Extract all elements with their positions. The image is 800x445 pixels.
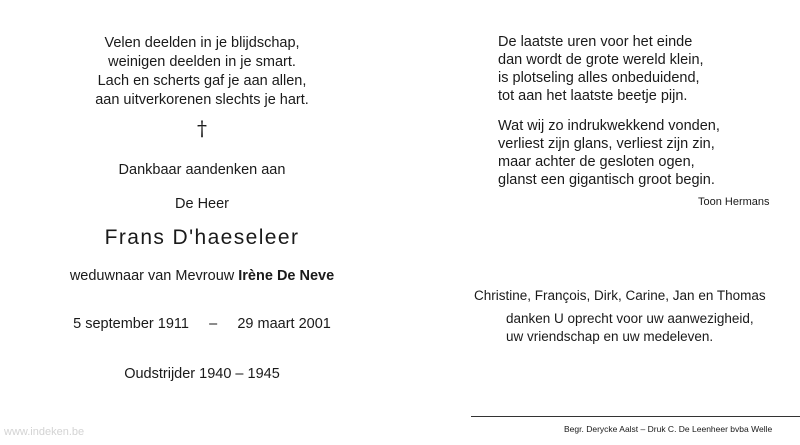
deceased-name: Frans D'haeseleer bbox=[104, 226, 300, 249]
honorific-title: De Heer bbox=[175, 196, 229, 212]
life-dates bbox=[0, 316, 404, 332]
widower-line bbox=[0, 268, 404, 284]
left-poem bbox=[0, 34, 404, 110]
poem-line: De laatste uren voor het einde bbox=[498, 34, 693, 50]
right-poem bbox=[498, 33, 720, 189]
watermark: www.indeken.be bbox=[4, 426, 85, 438]
birth-date: 5 september 1911 bbox=[73, 316, 189, 332]
family-names: Christine, François, Dirk, Carine, Jan en Thomas bbox=[474, 288, 766, 303]
veteran-text: Oudstrijder 1940 – 1945 bbox=[124, 366, 280, 382]
poem-line: Lach en scherts gaf je aan allen, bbox=[97, 73, 307, 89]
thanks-line: uw vriendschap en uw medeleven. bbox=[506, 329, 714, 344]
date-dash: – bbox=[209, 316, 218, 332]
poem-line: weinigen deelden in je smart. bbox=[108, 54, 296, 70]
poem-line: maar achter de gesloten ogen, bbox=[498, 154, 695, 170]
cross-icon: † bbox=[197, 116, 207, 140]
thanks-line: danken U oprecht voor uw aanwezigheid, bbox=[506, 311, 754, 326]
poem-line: aan uitverkorenen slechts je hart. bbox=[95, 92, 309, 108]
poem-author: Toon Hermans bbox=[698, 196, 770, 208]
remembrance-text: Dankbaar aandenken aan bbox=[118, 162, 286, 178]
death-date: 29 maart 2001 bbox=[237, 316, 331, 332]
thanks-text bbox=[506, 310, 754, 346]
poem-line: verliest zijn glans, verliest zijn zin, bbox=[498, 136, 715, 152]
poem-line: tot aan het laatste beetje pijn. bbox=[498, 88, 688, 104]
poem-line: Velen deelden in je blijdschap, bbox=[104, 35, 300, 51]
poem-line: Wat wij zo indrukwekkend vonden, bbox=[498, 118, 720, 134]
widower-prefix: weduwnaar van Mevrouw bbox=[69, 268, 235, 284]
poem-line: is plotseling alles onbeduidend, bbox=[498, 70, 700, 86]
spouse-name: Irène De Neve bbox=[238, 268, 335, 284]
divider-line bbox=[471, 416, 800, 417]
printer-credit: Begr. Derycke Aalst – Druk C. De Leenheer bvba Welle bbox=[564, 424, 773, 434]
poem-line: dan wordt de grote wereld klein, bbox=[498, 52, 704, 68]
poem-line: glanst een gigantisch groot begin. bbox=[498, 172, 715, 188]
